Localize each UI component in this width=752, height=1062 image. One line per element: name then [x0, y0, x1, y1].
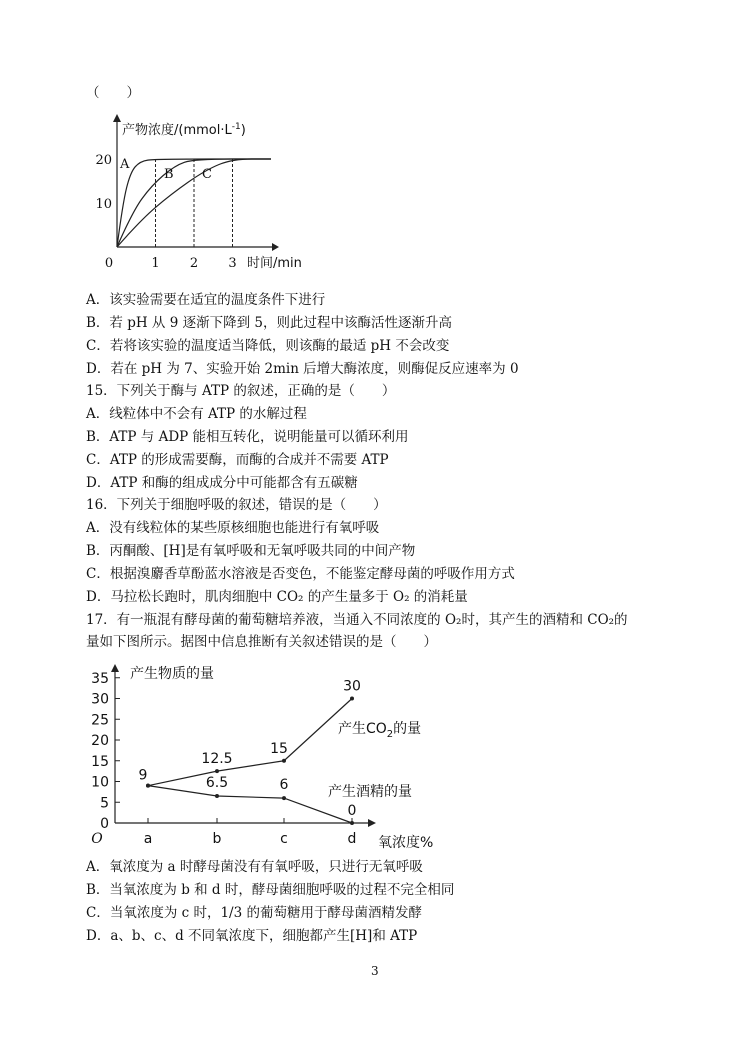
data-label: 0 [347, 803, 357, 819]
y-tick-label: 30 [91, 691, 109, 708]
data-point [215, 769, 219, 773]
q17-option-a: A．氧浓度为 a 时酵母菌没有有氧呼吸，只进行无氧呼吸 [86, 859, 423, 875]
x-axis-label: 氧浓度% [378, 835, 434, 851]
yeast-respiration-chart [88, 656, 448, 856]
y-tick-label: 10 [95, 197, 112, 212]
y-axis-arrow [111, 664, 119, 672]
x-tick-label: a [143, 831, 153, 847]
data-point [282, 796, 286, 800]
data-label: 15 [270, 740, 288, 757]
series-label-co2 [338, 720, 421, 740]
series-label-co2-tail: 的量 [393, 721, 422, 737]
q17-option-c: C．当氧浓度为 c 时，1/3 的葡萄糖用于酵母菌酒精发酵 [86, 905, 422, 921]
x-tick-label: 1 [151, 256, 160, 271]
series-label-co2-sub: 2 [386, 729, 394, 740]
q15-option-b: B．ATP 与 ADP 能相互转化，说明能量可以循环利用 [86, 429, 409, 445]
x-axis-arrow [368, 819, 376, 827]
q16-option-c: C．根据溴麝香草酚蓝水溶液是否变色，不能鉴定酵母菌的呼吸作用方式 [86, 566, 515, 582]
y-tick-label: 5 [100, 795, 109, 812]
page-number: 3 [371, 964, 379, 978]
data-point [350, 697, 354, 701]
x-tick-label: 3 [228, 256, 237, 271]
x-tick-label: c [280, 831, 288, 847]
data-label: 6 [279, 777, 289, 794]
x-tick-label: 2 [189, 256, 199, 271]
data-label: 30 [343, 678, 361, 695]
q16-stem: 16．下列关于细胞呼吸的叙述，错误的是（ ） [86, 497, 387, 513]
y-tick-label: 15 [91, 753, 109, 770]
q17-stem-line1: 17．有一瓶混有酵母菌的葡萄糖培养液，当通入不同浓度的 O₂时，其产生的酒精和 CO₂的 [86, 612, 628, 628]
y-axis-arrow [113, 114, 121, 122]
y-tick-label: 20 [95, 153, 112, 168]
chart1-lines [117, 159, 271, 247]
origin-label: O [91, 831, 103, 847]
x-axis-arrow [272, 243, 279, 251]
data-label: 6.5 [205, 775, 229, 792]
curve-A [117, 159, 271, 247]
chart2-lines [146, 697, 354, 826]
y-tick-label: 10 [91, 774, 109, 791]
x-tick-label: b [212, 831, 222, 847]
q14-option-d: D．若在 pH 为 7、实验开始 2min 后增大酶浓度，则酶促反应速率为 0 [86, 361, 519, 377]
y-tick-label: 20 [91, 733, 109, 749]
data-label: 9 [138, 767, 148, 784]
data-point [350, 821, 354, 825]
y-axis-label: 产生物质的量 [130, 666, 214, 682]
series-line-0 [148, 699, 352, 786]
product-concentration-chart [95, 110, 320, 275]
data-point [215, 794, 219, 798]
data-point [282, 759, 286, 763]
x-tick-label: d [347, 831, 357, 847]
y-tick-label: 35 [91, 670, 109, 687]
q14-option-c: C．若将该实验的温度适当降低，则该酶的最适 pH 不会改变 [86, 338, 450, 354]
q16-option-b: B．丙酮酸、[H]是有氧呼吸和无氧呼吸共同的中间产物 [86, 543, 416, 559]
y-axis-label-main: 产物浓度/(mmol·L [122, 123, 232, 138]
chart2-axes [111, 664, 376, 827]
curve-label-C: C [202, 167, 212, 182]
series-line-1 [148, 786, 352, 823]
y-axis-label-sup: -1 [231, 122, 241, 132]
x-axis-label: 时间/min [247, 256, 302, 271]
series-label-co2-main: 产生CO [338, 721, 387, 737]
q14-option-a: A．该实验需要在适宜的温度条件下进行 [86, 292, 326, 308]
chart1-labels [95, 122, 301, 271]
series-label-alcohol: 产生酒精的量 [328, 784, 412, 800]
q15-stem: 15．下列关于酶与 ATP 的叙述，正确的是（ ） [86, 383, 396, 399]
y-axis-label [122, 122, 246, 138]
q17-stem-line2: 量如下图所示。据图中信息推断有关叙述错误的是（ ） [86, 634, 437, 650]
curve-C [117, 159, 271, 247]
q17-option-b: B．当氧浓度为 b 和 d 时，酵母菌细胞呼吸的过程不完全相同 [86, 882, 455, 898]
curve-label-A: A [120, 157, 130, 172]
y-tick-label: 25 [91, 712, 109, 729]
y-axis-label-close: ) [240, 123, 246, 138]
curve-label-B: B [164, 167, 174, 182]
q15-option-d: D．ATP 和酶的组成成分中可能都含有五碳糖 [86, 475, 358, 491]
curve-B [117, 159, 271, 247]
data-point [146, 784, 150, 788]
q17-option-d: D．a、b、c、d 不同氧浓度下，细胞都产生[H]和 ATP [86, 928, 418, 944]
q14-option-b: B．若 pH 从 9 逐渐下降到 5，则此过程中该酶活性逐渐升高 [86, 315, 452, 331]
q15-option-c: C．ATP 的形成需要酶，而酶的合成并不需要 ATP [86, 452, 389, 468]
y-tick-label: 0 [100, 816, 109, 832]
question-answer-paren: （ ） [86, 85, 140, 101]
q16-option-d: D．马拉松长跑时，肌肉细胞中 CO₂ 的产生量多于 O₂ 的消耗量 [86, 589, 468, 605]
origin-label: 0 [104, 256, 114, 271]
q15-option-a: A．线粒体中不会有 ATP 的水解过程 [86, 406, 307, 422]
data-label: 12.5 [201, 751, 233, 768]
q16-option-a: A．没有线粒体的某些原核细胞也能进行有氧呼吸 [86, 520, 380, 536]
